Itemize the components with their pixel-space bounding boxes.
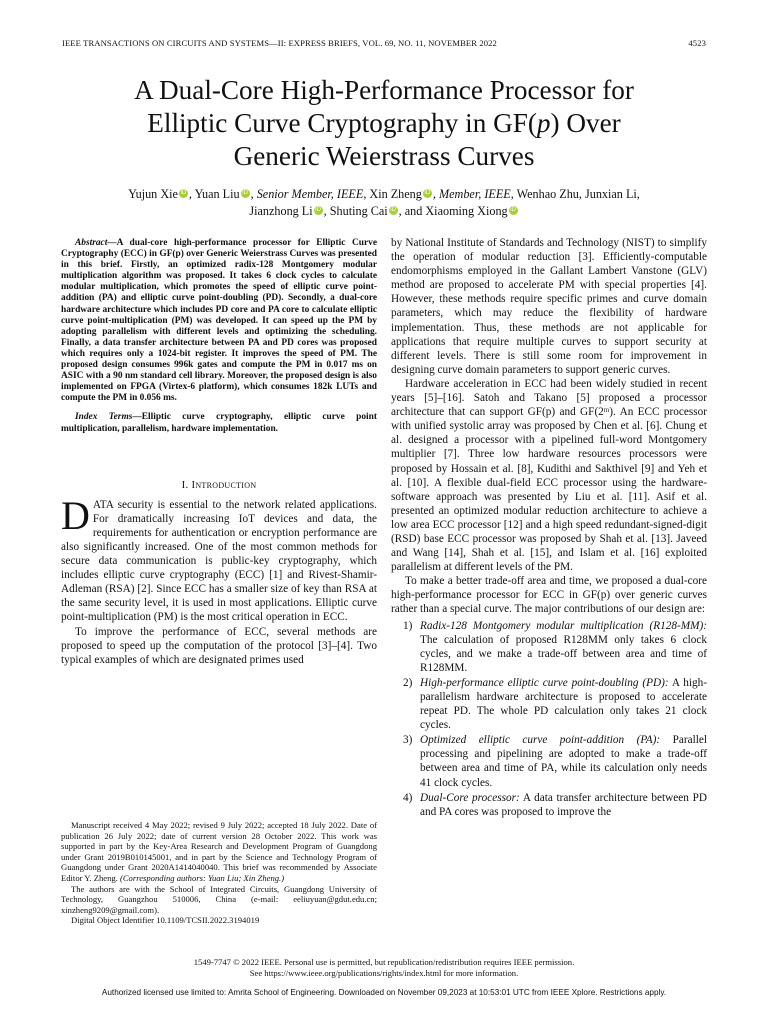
list-item bbox=[391, 791, 707, 819]
list-item-body: Parallel processing and pipelining are adopted to make a trade-off between area and time of PA, while its calculation only needs 41 clock cycles. bbox=[420, 734, 707, 789]
footnote-doi[interactable]: Digital Object Identifier 10.1109/TCSII.2022.3194019 bbox=[71, 915, 260, 926]
footnote-manuscript bbox=[61, 820, 377, 884]
index-terms-label: Index Terms bbox=[75, 412, 133, 423]
intro-paragraph-1 bbox=[61, 492, 377, 625]
abstract bbox=[61, 238, 377, 404]
footnote-manuscript-text: Manuscript received 4 May 2022; revised 9 July 2022; accepted 18 July 2022. Date of publication 26 July 2022; date of current version 28 October 2022. This work was supported in part by the Key-Area Research and Development Program of Guangdong under Grant 2019B010145001, and in part by the Science and Technology Program of Guangdong under Grant 2020A1414040040. This brief was recommended by Associate Editor Y. Zheng. bbox=[61, 820, 377, 883]
author-list bbox=[80, 186, 688, 220]
copyright-line-1: 1549-7747 © 2022 IEEE. Personal use is permitted, but republication/redistribution requires IEEE permission. bbox=[193, 957, 575, 967]
orcid-icon[interactable]: iD bbox=[315, 206, 321, 213]
intro-paragraph-2: To improve the performance of ECC, several methods are proposed to speed up the computation of the protocol [3]–[4]. Two typical examples of which are designated primes used bbox=[61, 625, 377, 666]
contribution-list bbox=[391, 619, 707, 819]
orcid-icon[interactable]: iD bbox=[424, 190, 431, 196]
title-variable: p bbox=[536, 108, 551, 139]
abstract-text: —A dual-core high-performance processor for Elliptic Curve Cryptography (ECC) in GF(p) over Generic Weierstrass Curves was presented in this brief. Firstly, an optimized radix-128 Montgomery modular multiplication algorithm was proposed. It takes 6 clock cycles to calculate modular multiplication, which promotes the speed of elliptic curve point-addition (PA) and elliptic curve point-doubling (PD). Secondly, a dual-core hardware architecture which includes PD core and PA core to calculate elliptic curve point-multiplication (PM) was developed. It can speed up the PM by adopting parallelism with different levels and optimizing the scheduling. Finally, a data transfer architecture between PA and PD cores was proposed which requires only a 1024-bit register. It improves the speed of PM. The proposed design consumes 996k gates and compute the PM in 0.017 ms on ASIC with a 90 nm standard cell library. Moreover, the proposed design is also implemented on FPGA (Virtex-6 platform), which consumes 182k LUTs and compute the PM in 0.056 ms. bbox=[61, 238, 377, 404]
title-line-2-pre: Elliptic Curve Cryptography in GF( bbox=[147, 108, 537, 139]
author-name: , and Xiaoming Xiong bbox=[398, 203, 508, 218]
author-name: Yujun Xie bbox=[128, 187, 178, 201]
list-number: 2) bbox=[403, 676, 413, 689]
page-number: 4523 bbox=[688, 38, 706, 48]
title-line-2-post: ) Over bbox=[550, 108, 621, 139]
list-number: 1) bbox=[403, 619, 413, 632]
author-name: Jianzhong Li bbox=[249, 203, 313, 218]
list-number: 4) bbox=[403, 791, 413, 804]
list-item bbox=[391, 676, 707, 732]
author-name: , Shuting Cai bbox=[323, 203, 388, 218]
right-paragraph-2: Hardware acceleration in ECC had been widely studied in recent years [5]–[16]. Satoh and Takano [5] proposed a processor architecture that can support GF(p) and GF(2ᵐ). An ECC processor with unified systolic array was proposed by Chen et al. [6]. Chung et al. designed a processor with a pipelined full-word Montgomery multiplier [7]. Three low hardware resources processors were proposed by Hossain et al. [8], Kudithi and Sakthivel [9] and Yeh et al. [10]. A flexible dual-field ECC processor using the hardware-software approach was presented by Liu et al. [11]. Asif et al. presented an optimized modular reduction architecture to achieve a low area ECC processor [12] and a high speed redundant-signed-digit (RSD) base ECC processor was proposed by Shah et al. [13]. Javeed and Wang [14], Shah et al. [15], and Islam et al. [16] exploited parallelism at different levels of the PM. bbox=[391, 377, 707, 574]
author-name: , Xin Zheng bbox=[363, 187, 422, 201]
orcid-icon[interactable]: iD bbox=[242, 190, 248, 196]
list-item bbox=[391, 619, 707, 675]
journal-name: IEEE TRANSACTIONS ON CIRCUITS AND SYSTEMS—II: EXPRESS BRIEFS, VOL. 69, NO. 11, NOVEMBER 2022 bbox=[62, 38, 497, 48]
orcid-icon[interactable]: iD bbox=[390, 206, 396, 213]
author-name: , Yuan Liu bbox=[188, 187, 240, 201]
author-line-1 bbox=[80, 186, 688, 203]
title-line-3: Generic Weierstrass Curves bbox=[233, 141, 535, 172]
corresponding-authors: (Corresponding authors: Yuan Liu; Xin Zheng.) bbox=[117, 872, 285, 883]
list-item-body: A data transfer architecture between PD and PA cores was proposed to improve the bbox=[420, 791, 707, 818]
index-terms-text: —Elliptic curve cryptography, elliptic curve point multiplication, parallelism, hardware implementation. bbox=[61, 412, 377, 434]
author-role: , Senior Member, IEEE bbox=[250, 187, 364, 201]
list-item-head: Radix-128 Montgomery modular multiplication (R128-MM): bbox=[420, 619, 707, 632]
list-item-body: The calculation of proposed R128MM only takes 6 clock cycles, and we make a trade-off between area and time of R128MM. bbox=[420, 633, 707, 674]
list-item-body: A high-parallelism hardware architecture is proposed to accelerate repeat PD. The whole PD calculation only takes 21 clock cycles. bbox=[420, 676, 707, 732]
right-paragraph-1: by National Institute of Standards and Technology (NIST) to simplify the operation of modular reduction [3]. Efficiently-computable endomorphisms employed in the Gallant Lambert Vanstone (GLV) method are proposed to accelerate PM with special properties [4]. However, these methods require specific primes and curve domain parameters, which may reduce the flexibility of hardware implementation. Thus, these methods are not applicable for applications that require multiple curves to support security at different levels. There is still some room for improvement in designing curve domain parameters to support generic curves. bbox=[391, 237, 707, 376]
right-column bbox=[391, 236, 707, 820]
list-number: 3) bbox=[403, 734, 413, 747]
intro-text-1: ATA security is essential to the network related applications. For dramatically increasing IoT devices and data, the requirements for authentication or encryption performance are also significantly increased. One of the most common methods for secure data communication is public-key cryptography, which includes elliptic curve cryptography (ECC) [1] and Rivest-Shamir-Adleman (RSA) [2]. Since ECC has a smaller size of key than RSA at the same security level, it is used in most applications. Elliptic curve point-multiplication (PM) is the most critical operation in ECC. bbox=[61, 498, 377, 624]
orcid-icon[interactable]: iD bbox=[180, 190, 187, 196]
footnote-affiliation: The authors are with the School of Integrated Circuits, Guangdong University of Technology, Guangzhou 510006, China (e-mail: eeliuyuan@gdut.edu.cn; xinzheng9209@gmail.com). bbox=[61, 883, 377, 915]
running-header bbox=[62, 38, 706, 48]
license-notice: Authorized licensed use limited to: Amrita School of Engineering. Downloaded on November 09,2023 at 10:53:01 UTC from IEEE Xplore. Restrictions apply. bbox=[101, 988, 667, 997]
copyright-line-2[interactable]: See https://www.ieee.org/publications/rights/index.html for more information. bbox=[249, 968, 519, 978]
right-paragraph-3: To make a better trade-off area and time, we proposed a dual-core high-performance processor for ECC in GF(p) over generic curves rather than a special curve. The major contributions of our design are: bbox=[391, 575, 707, 616]
abstract-label: Abstract bbox=[75, 238, 108, 248]
list-item-head: Optimized elliptic curve point-addition (PA): bbox=[420, 734, 661, 747]
footnote bbox=[61, 820, 377, 926]
paper-title bbox=[60, 74, 708, 174]
orcid-icon[interactable]: iD bbox=[510, 206, 516, 213]
left-column bbox=[61, 238, 377, 667]
author-name: , Wenhao Zhu, Junxian Li, bbox=[510, 187, 640, 201]
index-terms bbox=[61, 412, 377, 434]
section-heading: I. Introduction bbox=[181, 478, 257, 491]
list-item-head: Dual-Core processor: bbox=[420, 791, 520, 804]
drop-cap: D bbox=[61, 492, 90, 538]
title-line-1: A Dual-Core High-Performance Processor for bbox=[134, 75, 634, 105]
list-item-head: High-performance elliptic curve point-doubling (PD): bbox=[420, 676, 669, 689]
list-item bbox=[391, 733, 707, 789]
title-line-2 bbox=[60, 107, 708, 140]
author-line-2 bbox=[80, 203, 688, 220]
copyright-notice bbox=[60, 957, 708, 979]
author-role: , Member, IEEE bbox=[432, 187, 511, 201]
